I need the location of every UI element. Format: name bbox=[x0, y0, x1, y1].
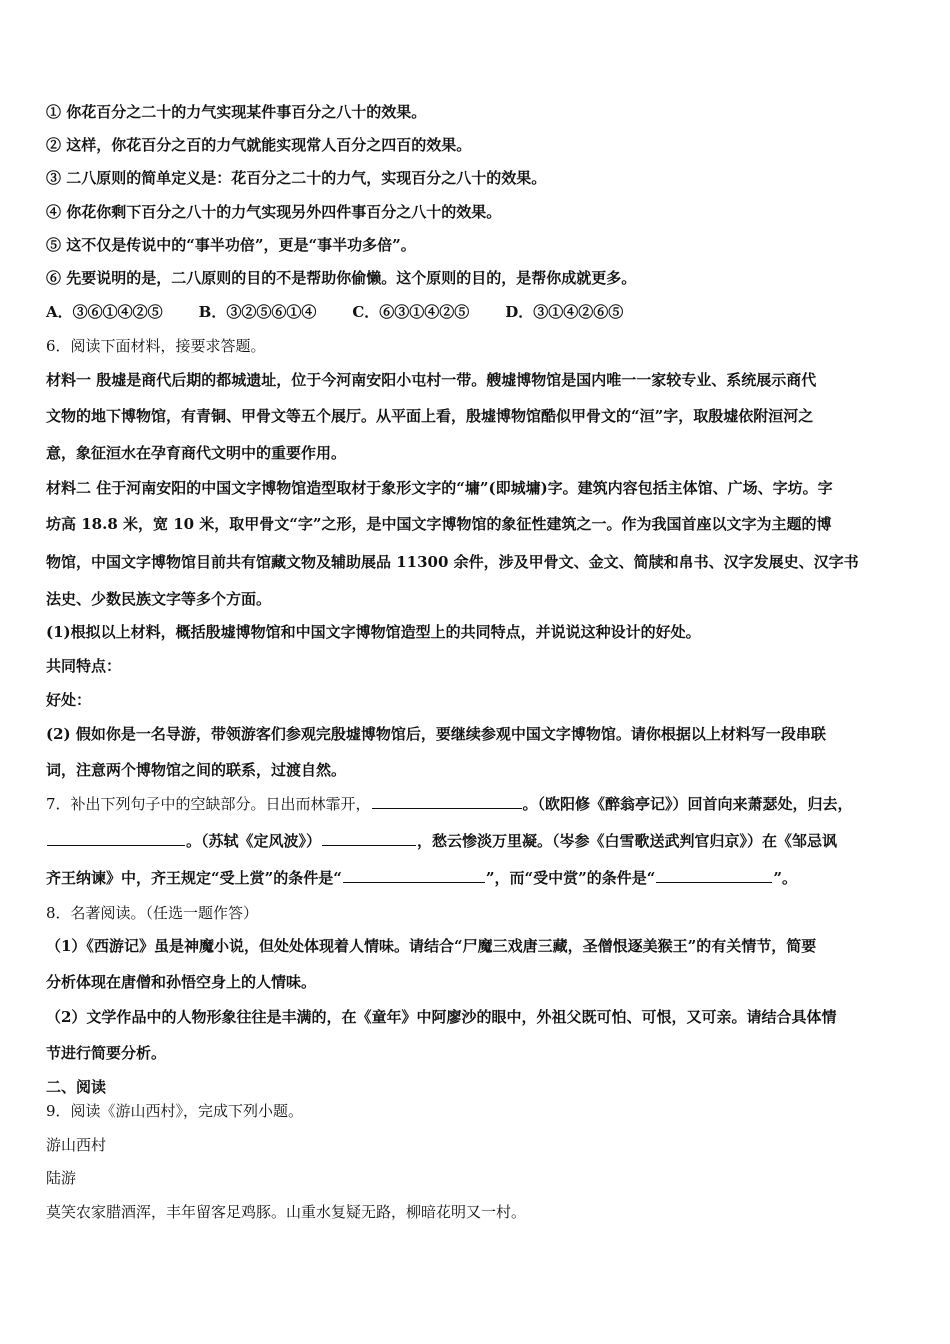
material-1-line-3: 意，象征洹水在孕育商代文明中的重要作用。 bbox=[46, 444, 347, 462]
question-8-part-1-line-2: 分析体现在唐僧和孙悟空身上的人情味。 bbox=[46, 973, 317, 991]
statement-2: ② 这样，你花百分之百的力气就能实现常人百分之四百的效果。 bbox=[46, 136, 472, 154]
question-7-line-1: 7．补出下列句子中的空缺部分。日出而林霏开， 。（欧阳修《醉翁亭记》）回首向来萧瑟处，归去， bbox=[46, 795, 853, 813]
material-2-line-1: 材料二 住于河南安阳的中国文字博物馆造型取材于象形文字的“墉”(即城墉)字。建筑内容包括主体馆、广场、字坊。字 bbox=[46, 479, 833, 497]
material-1-line-1: 材料一 殷墟是商代后期的都城遗址，位于今河南安阳小屯村一带。艘墟博物馆是国内唯一一家较专业、系统展示商代 bbox=[46, 371, 817, 389]
question-8-part-1-line-1: （1）《西游记》虽是神魔小说，但处处体现着人情味。请结合“尸魔三戏唐三藏，圣僧恨逐美猴王”的有关情节，简要 bbox=[46, 937, 817, 955]
choice-d[interactable]: D．③①④②⑥⑤ bbox=[505, 303, 624, 321]
poem-author: 陆游 bbox=[46, 1169, 77, 1187]
sub-question-1: (1)根拟以上材料，概括殷墟博物馆和中国文字博物馆造型上的共同特点，并说说这种设计的好处。 bbox=[46, 623, 701, 641]
statement-1: ① 你花百分之二十的力气实现某件事百分之八十的效果。 bbox=[46, 103, 427, 121]
blank-1[interactable] bbox=[372, 794, 522, 809]
answer-choices bbox=[46, 302, 659, 322]
question-7-line-3: 齐王纳谏》中，齐王规定“受上赏”的条件是“ ”，而“受中赏”的条件是“ ”。 bbox=[46, 869, 798, 887]
blank-4[interactable] bbox=[343, 868, 485, 883]
material-2-line-2: 坊高 18.8 米，宽 10 米，取甲骨文“字”之形，是中国文字博物馆的象征性建筑之一。作为我国首座以文字为主题的博 bbox=[46, 515, 832, 533]
question-9-title: 9．阅读《游山西村》，完成下列小题。 bbox=[46, 1102, 304, 1120]
statement-5: ⑤ 这不仅是传说中的“事半功倍”，更是“事半功多倍”。 bbox=[46, 236, 416, 254]
material-2-line-4: 法史、少数民族文字等多个方面。 bbox=[46, 590, 272, 608]
statement-6: ⑥ 先要说明的是，二八原则的目的不是帮助你偷懒。这个原则的目的，是帮你成就更多。 bbox=[46, 269, 637, 287]
question-8-title: 8．名著阅读。（任选一题作答） bbox=[46, 904, 259, 922]
blank-2[interactable] bbox=[47, 831, 185, 846]
statement-4: ④ 你花你剩下百分之八十的力气实现另外四件事百分之八十的效果。 bbox=[46, 203, 502, 221]
section-2-heading: 二、阅读 bbox=[46, 1078, 107, 1096]
sub-question-2-line-2: 词，注意两个博物馆之间的联系，过渡自然。 bbox=[46, 761, 347, 779]
poem-line-1: 莫笑农家腊酒浑，丰年留客足鸡豚。山重水复疑无路，柳暗花明又一村。 bbox=[46, 1203, 527, 1221]
question-6-title: 6．阅读下面材料，接要求答题。 bbox=[46, 337, 266, 355]
choice-c[interactable]: C．⑥③①④②⑤ bbox=[352, 303, 470, 321]
choice-b[interactable]: B．③②⑤⑥①④ bbox=[198, 303, 317, 321]
benefits-label: 好处： bbox=[46, 691, 92, 709]
sub-question-2-line-1: (2) 假如你是一名导游，带领游客们参观完殷墟博物馆后，要继续参观中国文字博物馆。请你根据以上材料写一段串联 bbox=[46, 725, 826, 743]
material-2-line-3: 物馆，中国文字博物馆目前共有馆藏文物及辅助展品 11300 余件，涉及甲骨文、金文、简牍和帛书、汉字发展史、汉字书 bbox=[46, 553, 859, 571]
question-7-line-2: 。（苏轼《定风波》） ，愁云惨淡万里凝。（岑参《白雪歌送武判官归京》）在《邹忌讽 bbox=[46, 831, 837, 851]
poem-title: 游山西村 bbox=[46, 1136, 107, 1154]
blank-5[interactable] bbox=[656, 868, 772, 883]
choice-a[interactable]: A．③⑥①④②⑤ bbox=[46, 303, 163, 321]
common-features-label: 共同特点： bbox=[46, 657, 122, 675]
question-8-part-2-line-1: （2）文学作品中的人物形象往往是丰满的，在《童年》中阿廖沙的眼中，外祖父既可怕、可恨，又可亲。请结合具体情 bbox=[46, 1008, 837, 1026]
material-1-line-2: 文物的地下博物馆，有青铜、甲骨文等五个展厅。从平面上看，殷墟博物馆酷似甲骨文的“洹”字，取殷墟依附洹河之 bbox=[46, 407, 814, 425]
statement-3: ③ 二八原则的简单定义是：花百分之二十的力气，实现百分之八十的效果。 bbox=[46, 169, 547, 187]
question-8-part-2-line-2: 节进行简要分析。 bbox=[46, 1044, 167, 1062]
blank-3[interactable] bbox=[322, 831, 416, 846]
